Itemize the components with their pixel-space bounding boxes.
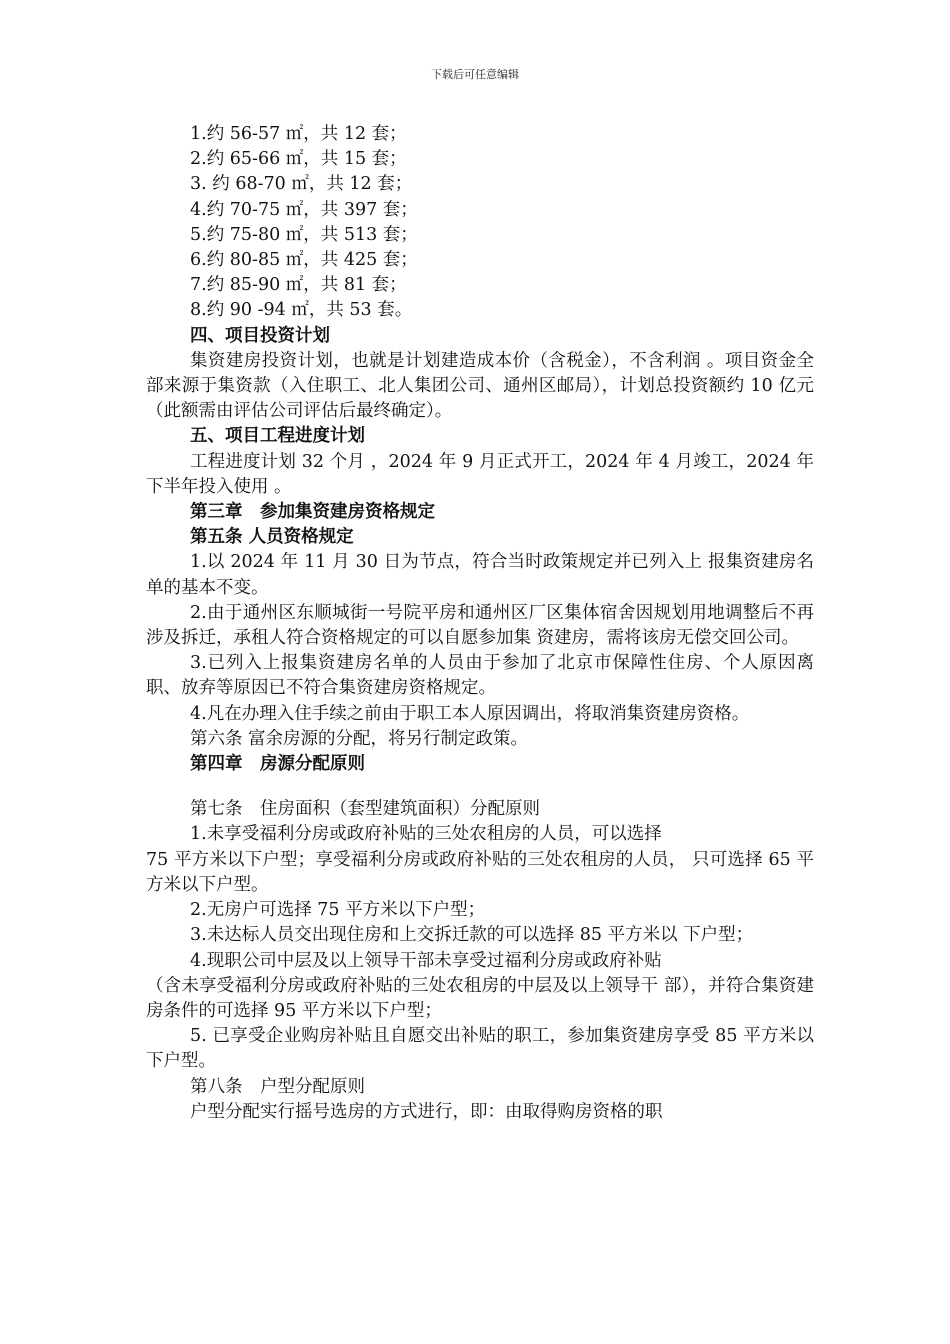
qualification-item-3: 3.已列入上报集资建房名单的人员由于参加了北京市保障性住房、个人原因离职、放弃等原因已不符合集资建房资格规定。: [146, 653, 814, 699]
page-header: 下载后可任意编辑: [431, 68, 519, 81]
allocation-item-4-start: 4.现职公司中层及以上领导干部未享受过福利分房或政府补贴: [190, 950, 662, 971]
paragraph-lottery: 户型分配实行摇号选房的方式进行，即：由取得购房资格的职: [190, 1101, 663, 1122]
article-heading-5: 第五条 人员资格规定: [190, 527, 354, 548]
area-item-6: 6.约 80-85 ㎡，共 425 套；: [190, 250, 418, 271]
area-item-7: 7.约 85-90 ㎡，共 81 套；: [190, 275, 407, 296]
area-item-4: 4.约 70-75 ㎡，共 397 套；: [190, 199, 418, 220]
document-body: [146, 122, 814, 1125]
allocation-item-5: 5. 已享受企业购房补贴且自愿交出补贴的职工，参加集资建房享受 85 平方米以下户型。: [146, 1026, 814, 1072]
article-6: 第六条 富余房源的分配，将另行制定政策。: [190, 728, 529, 749]
area-item-2: 2.约 65-66 ㎡，共 15 套；: [190, 149, 407, 170]
qualification-item-4: 4.凡在办理入住手续之前由于职工本人原因调出，将取消集资建房资格。: [190, 703, 750, 724]
article-heading-7: 第七条 住房面积（套型建筑面积）分配原则: [190, 799, 540, 820]
paragraph-schedule: 工程进度计划 32 个月 ，2024 年 9 月正式开工，2024 年 4 月竣工，2024 年下半年投入使用 。: [146, 451, 814, 497]
area-item-5: 5.约 75-80 ㎡，共 513 套；: [190, 224, 418, 245]
chapter-heading-3: 第三章 参加集资建房资格规定: [190, 502, 435, 523]
area-item-8: 8.约 90 -94 ㎡，共 53 套。: [190, 300, 413, 321]
allocation-item-1-cont: 75 平方米以下户型；享受福利分房或政府补贴的三处农租房的人员， 只可选择 65 平方米以下户型。: [146, 849, 814, 895]
qualification-item-1: 1.以 2024 年 11 月 30 日为节点，符合当时政策规定并已列入上 报集资建房名单的基本不变。: [146, 552, 814, 598]
article-heading-8: 第八条 户型分配原则: [190, 1076, 365, 1097]
paragraph-investment: 集资建房投资计划，也就是计划建造成本价（含税金），不含利润 。项目资金全部来源于集资款（入住职工、北人集团公司、通州区邮局），计划总投资额约 10 亿元（此额需由评估公司评估后最终确定）。: [146, 350, 814, 422]
allocation-item-2: 2.无房户可选择 75 平方米以下户型；: [190, 900, 486, 921]
area-item-3: 3. 约 68-70 ㎡，共 12 套；: [190, 174, 413, 195]
allocation-item-1-start: 1.未享受福利分房或政府补贴的三处农租房的人员，可以选择: [190, 824, 662, 845]
qualification-item-2: 2.由于通州区东顺城街一号院平房和通州区厂区集体宿舍因规划用地调整后不再涉及拆迁，承租人符合资格规定的可以自愿参加集 资建房，需将该房无偿交回公司。: [146, 602, 814, 649]
section-heading-investment: 四、项目投资计划: [190, 325, 330, 346]
allocation-item-4-cont: （含未享受福利分房或政府补贴的三处农租房的中层及以上领导干 部），并符合集资建房条件的可选择 95 平方米以下户型；: [146, 975, 814, 1021]
spacer: [146, 777, 814, 797]
chapter-heading-4: 第四章 房源分配原则: [190, 754, 365, 775]
allocation-item-3: 3.未达标人员交出现住房和上交拆迁款的可以选择 85 平方米以 下户型；: [190, 925, 754, 946]
area-item-1: 1.约 56-57 ㎡，共 12 套；: [190, 124, 407, 144]
section-heading-schedule: 五、项目工程进度计划: [190, 426, 365, 447]
